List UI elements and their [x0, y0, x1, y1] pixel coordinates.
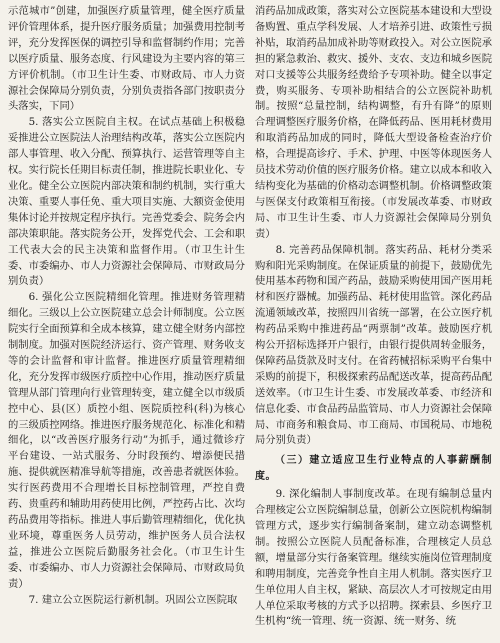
paragraph-item-9: 9. 深化编制人事制度改革。在现有编制总量内合理核定公立医院编制总量，创新公立医院机构编制管理方式，逐步实行编制备案制，建立动态调整机制。按照公立医院人员配备标准，合理核定人员总额，增量部分实行备案管理。继续实施岗位管理制度和聘用制度，完善竞争性自主用人机制。落实医疗卫生单位用人自主权，紧缺、高层次人才可按规定由用人单位采取考核的方式予以招聘。探索县、乡医疗卫生机构“统一管理、统一资源、统一财务、统: [255, 488, 492, 628]
paragraph-item-6: 6. 强化公立医院精细化管理。推进财务管理精细化。三级以上公立医院建立总会计师制度。公立医院实行全面预算和全成本核算，建立健全财务内部控制制度。加强对医院经济运行、资产管理、财务收支等的会计监督和审计监督。推进医疗质量管理精细化，充分发挥市级医疗质控中心作用，推动医疗质量管理从部门管理向行业管理转变，建立健全以市级质控中心、县(区）质控小组、医院质控科(科)为核心的三级质控网络。推进医疗服务规范化、标准化和精细化，以“改善医疗服务行动”为抓手，通过微诊疗平台建设、一站式服务、分时段预约、增添便民措施、提供就医精准导航等措施，改善患者就医体验。实行医药费用不合理增长目标控制管理，严控自费药、贵重药和辅助用药使用比例，严控药占比、次均药品费用等指标。推进人事后勤管理精细化，优化执业环境，尊重医务人员劳动，维护医务人员合法权益，推进公立医院后勤服务社会化。（市卫生计生委、市委编办、市人力资源社会保障局、市财政局负责）: [8, 291, 245, 590]
paragraph-item-8: 8. 完善药品保障机制。落实药品、耗材分类采购和阳光采购制度。在保证质量的前提下，鼓励优先使用基本药物和国产药品，鼓励采购使用国产医用耗材和医疗器械。加强药品、耗材使用监管。深化药品流通领域改革，按照四川省统一部署，在公立医疗机构药品采购中推进药品“两票制”改革。鼓励医疗机构公开招标选择开户银行，由银行提供周转金服务，保障药品货款及时支付。在省药械招标采购平台集中采购的前提下，积极探索药品配送改革，提高药品配送效率。（市卫生计生委、市发展改革委、市经济和信息化委、市食品药品监管局、市人力资源社会保障局、市商务和粮食局、市工商局、市国税局、市地税局分别负责）: [255, 243, 492, 447]
section-heading: （三）建立适应卫生行业特点的人事薪酬制度。: [255, 455, 492, 483]
right-column: [255, 4, 492, 643]
paragraph-continued: 示范城市”创建，加强医疗质量管理，健全医疗质量评价管理体系，提升医疗服务质量；加强费用控制考评，充分发挥医保的调控引导和监督制约作用；完善以医疗质量、服务态度、行风建设为主要内容的第三方评价机制。（市卫生计生委、市财政局、市人力资源社会保障局分别负责，分别负责指各部门按职责分头落实，下同）: [8, 5, 245, 113]
left-column: [8, 4, 245, 643]
paragraph-continued-right: 消药品加成政策，落实对公立医院基本建设和大型设备购置、重点学科发展、人才培养引进、政策性亏损补贴，取消药品加成补助等财政投入。对公立医院承担的紧急救治、救灾、援外、支农、支边和城乡医院对口支援等公共服务经费给予专项补助。健全以事定费，购买服务、专项补助相结合的公立医院补助机制。按照“总量控制，结构调整，有升有降”的原则合理调整医疗服务价格，在降低药品、医用耗材费用和取消药品加成的同时，降低大型设备检查治疗价格，合理提高诊疗、手术、护理、中医等体现医务人员技术劳动价值的医疗服务价格。建立以成本和收入结构变化为基础的价格动态调整机制。价格调整政策与医保支付政策相互衔接。（市发展改革委、市财政局、市卫生计生委、市人力资源社会保障局分别负责）: [255, 5, 492, 240]
paragraph-item-7: 7. 建立公立医院运行新机制。巩固公立医院取: [28, 593, 238, 606]
paragraph-item-5: 5. 落实公立医院自主权。在试点基础上积极稳妥推进公立医院法人治理结构改革，落实公立医院内部人事管理、收入分配、预算执行、运营管理等自主权。实行院长任期目标责任制，推进院长职业化、专业化。健全公立医院内部决策和制约机制，实行重大决策、重要人事任免、重大项目实施、大额资金使用集体讨论并按规定程序执行。完善党委会、院务会内部决策职能。落实院务公开，发挥党代会、工会和职工代表大会的民主决策和监督作用。（市卫生计生委、市委编办、市人力资源社会保障局、市财政局分别负责）: [8, 116, 245, 288]
